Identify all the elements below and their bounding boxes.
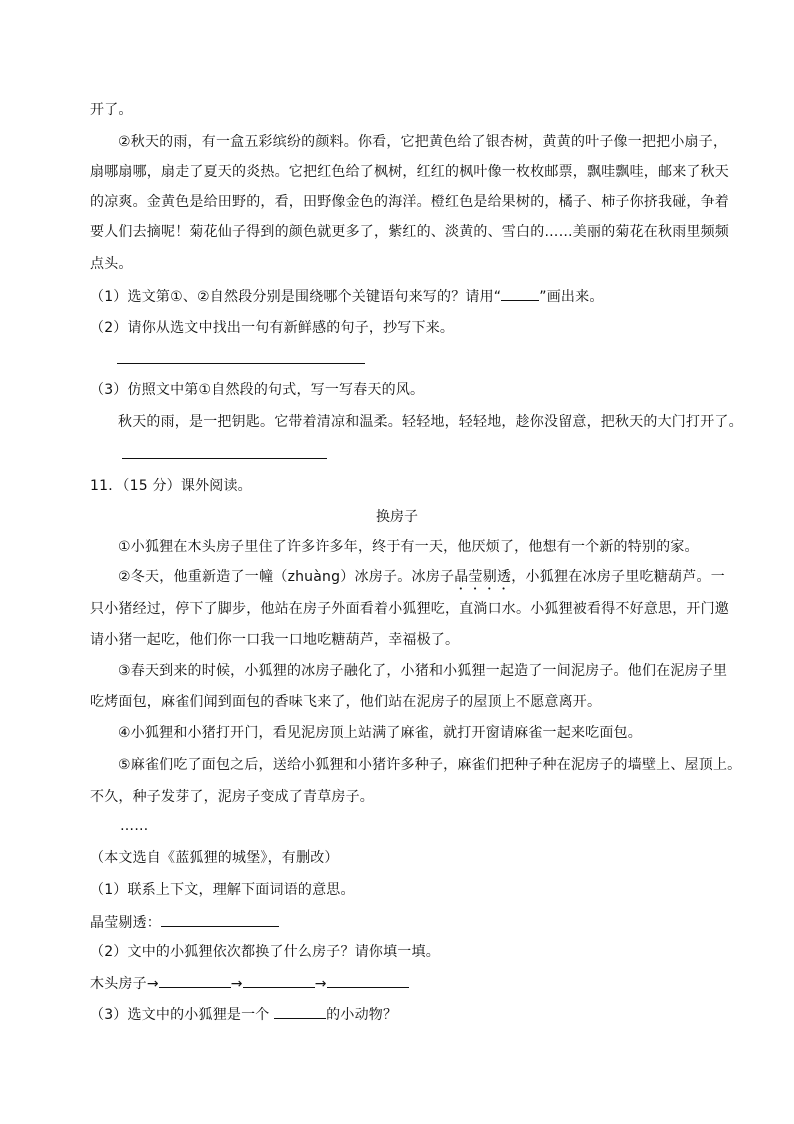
passage-para2-line2: 扇哪扇哪，扇走了夏天的炎热。它把红色给了枫树，红红的枫叶像一枚枚邮票，飘哇飘哇，邮来了秋天 [90, 164, 729, 180]
passage-para2-line3: 的凉爽。金黄色是给田野的，看，田野像金色的海洋。橙红色是给果树的，橘子、柿子你挤我碰，争着 [90, 194, 729, 210]
q11-ellipsis: …… [120, 818, 149, 834]
q11-sub3-answer-blank[interactable] [274, 1004, 326, 1019]
q11-para5-line1: ⑤麻雀们吃了面包之后，送给小狐狸和小猪许多种子，麻雀们把种子种在泥房子的墙壁上、屋顶上。 [118, 757, 742, 773]
arrow-icon: → [314, 976, 327, 992]
q10-sub2-answer-line[interactable] [117, 363, 365, 364]
passage-para2-line4: 要人们去摘呢！菊花仙子得到的颜色就更多了，紫红的、淡黄的、雪白的……美丽的菊花在秋雨里频频 [90, 224, 729, 240]
q11-sub2: （2）文中的小狐狸依次都换了什么房子？请你填一填。 [90, 944, 440, 960]
q11-sub3-text: （3）选文中的小狐狸是一个 [90, 1007, 275, 1023]
q10-sub1-text: （1）选文第①、②自然段分别是围绕哪个关键语句来写的？请用“ [90, 289, 502, 305]
q10-sub1-underline-mark [501, 286, 539, 301]
q11-para1: ①小狐狸在木头房子里住了许多许多年，终于有一天，他厌烦了，他想有一个新的特别的家。 [118, 539, 699, 555]
q10-sub2: （2）请你从选文中找出一句有新鲜感的句子，抄写下来。 [90, 320, 455, 336]
q11-sub1: （1）联系上下文，理解下面词语的意思。 [90, 882, 355, 898]
q11-title: 换房子 [376, 509, 418, 525]
q11-source: （本文选自《蓝狐狸的城堡》，有删改） [90, 850, 339, 866]
q11-sub1-answer-blank[interactable] [161, 912, 279, 927]
q10-sub1 [90, 286, 604, 307]
q10-sub1-text-end: ”画出来。 [539, 289, 604, 305]
q11-sub1-word-row [90, 912, 279, 933]
passage-para2-line5: 点头。 [90, 256, 133, 272]
q10-sub3-example: 秋天的雨，是一把钥匙。它带着清凉和温柔。轻轻地，轻轻地，趁你没留意，把秋天的大门打开了。 [118, 414, 743, 430]
passage-para2-line1: ②秋天的雨，有一盒五彩缤纷的颜料。你看，它把黄色给了银杏树，黄黄的叶子像一把把小扇子， [118, 134, 728, 150]
q11-para2-line1 [118, 567, 725, 593]
q11-sub2-blank-1[interactable] [159, 973, 231, 988]
q11-sub2-start: 木头房子 [90, 976, 147, 992]
q11-sub3-text-end: 的小动物？ [326, 1007, 398, 1023]
q11-para2-line3: 请小猪一起吃，他们你一口我一口地吃糖葫芦，幸福极了。 [90, 632, 460, 648]
q11-sub1-word: 晶莹剔透： [90, 915, 161, 931]
q11-sub2-chain [90, 973, 409, 994]
q11-para2-text-a: ②冬天，他重新造了一幢（zhuàng）冰房子。冰房子 [118, 569, 455, 585]
q11-sub2-blank-2[interactable] [243, 973, 315, 988]
q11-para2-line2: 只小猪经过，停下了脚步，他站在房子外面看着小狐狸吃，直淌口水。小狐狸被看得不好意思，开门邀 [90, 601, 729, 617]
q11-para2-dotted-word: 晶莹剔透 [454, 569, 512, 585]
q10-sub3-answer-line[interactable] [122, 458, 327, 459]
q11-sub2-blank-3[interactable] [327, 973, 409, 988]
passage-tail: 开了。 [90, 102, 133, 118]
q11-para5-line2: 不久，种子发芽了，泥房子变成了青草房子。 [90, 789, 374, 805]
q11-para3-line1: ③春天到来的时候，小狐狸的冰房子融化了，小猪和小狐狸一起造了一间泥房子。他们在泥房子里 [118, 663, 728, 679]
arrow-icon: → [230, 976, 243, 992]
q11-para3-line2: 吃烤面包，麻雀们闻到面包的香味飞来了，他们站在泥房子的屋顶上不愿意离开。 [90, 694, 602, 710]
arrow-icon: → [146, 976, 159, 992]
q11-para2-text-b: ，小狐狸在冰房子里吃糖葫芦。一 [511, 569, 725, 585]
q11-para4: ④小狐狸和小猪打开门，看见泥房顶上站满了麻雀，就打开窗请麻雀一起来吃面包。 [118, 725, 642, 741]
q10-sub3: （3）仿照文中第①自然段的句式，写一写春天的风。 [90, 382, 425, 398]
q11-sub3 [90, 1004, 397, 1025]
q11-header: 11．（15 分）课外阅读。 [90, 478, 252, 494]
